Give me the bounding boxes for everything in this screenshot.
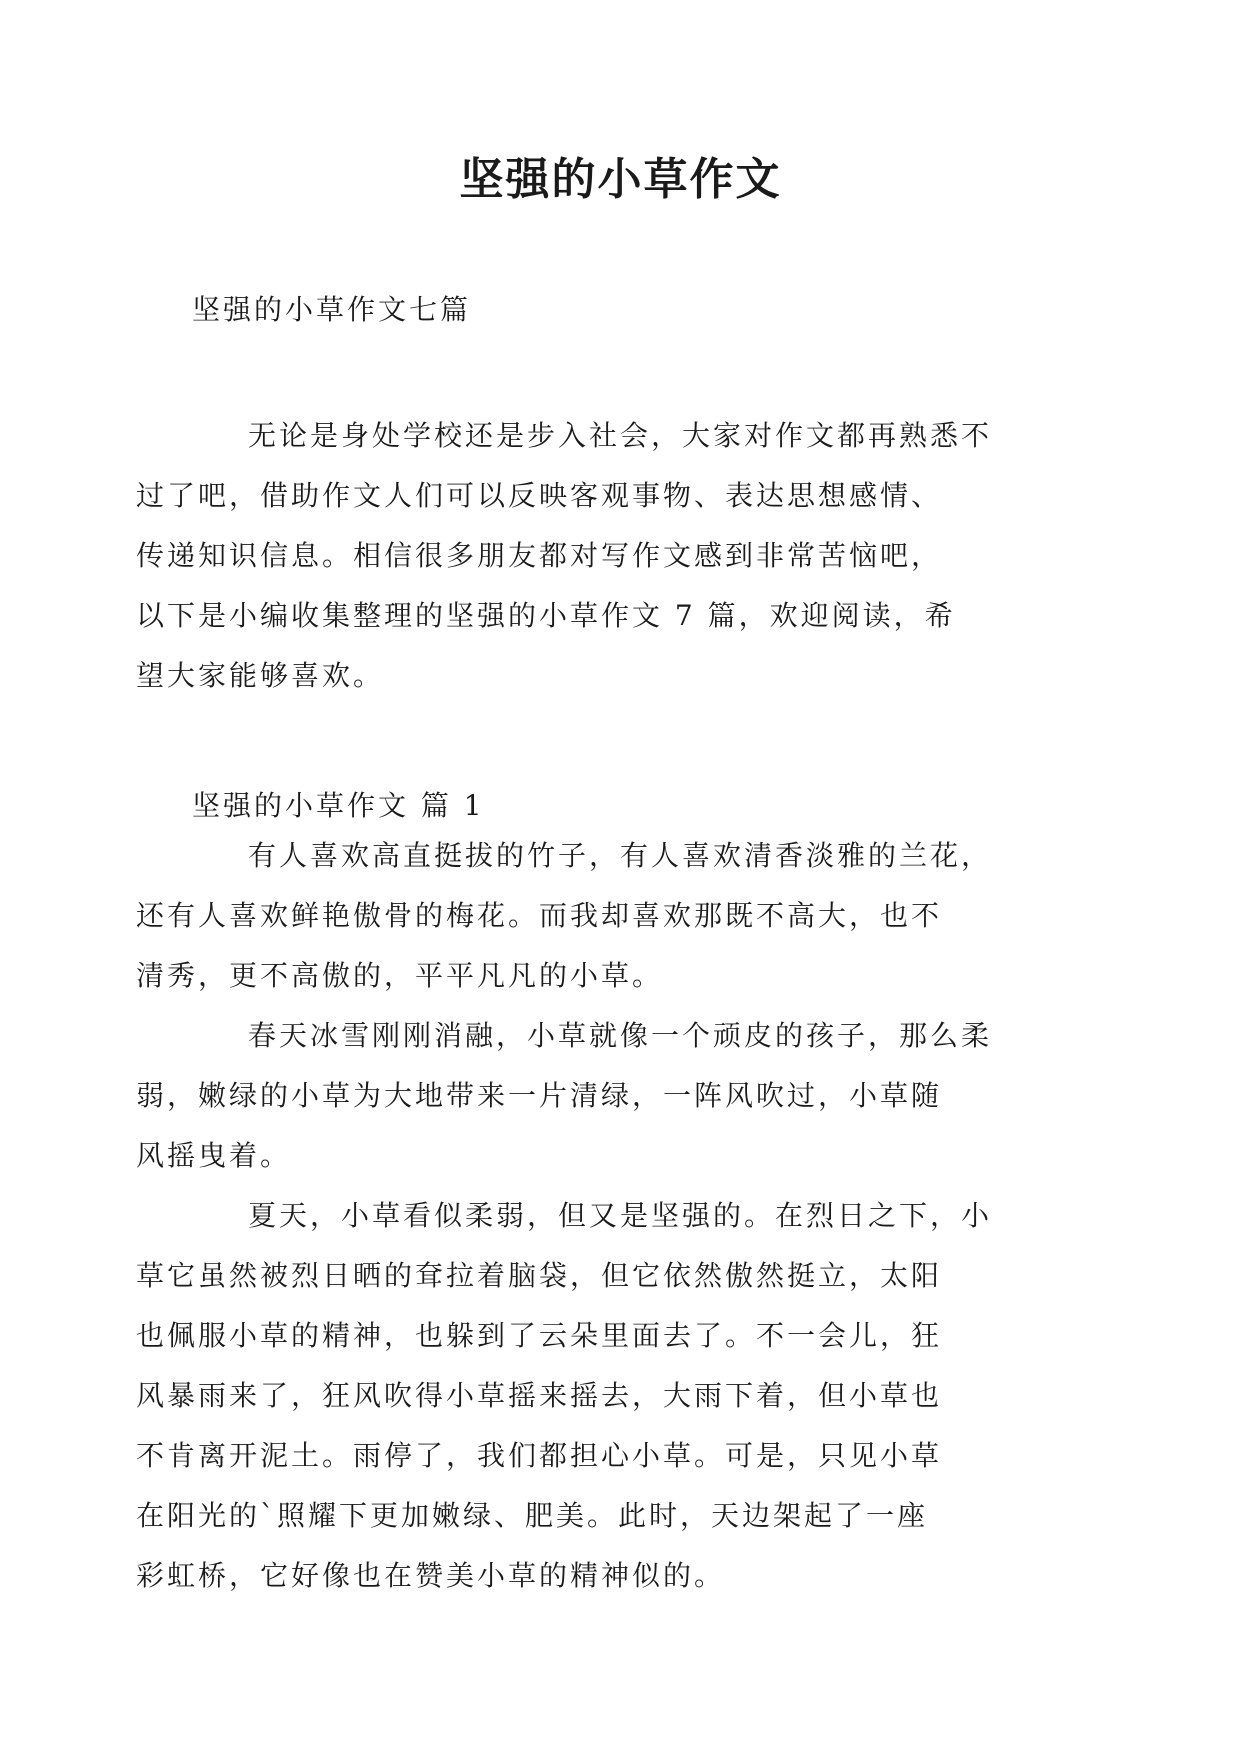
paragraph-line: 春天冰雪刚刚消融，小草就像一个顽皮的孩子，那么柔 [248,1019,993,1052]
section-body [136,826,1052,1606]
intro-line: 望大家能够喜欢。 [136,659,385,692]
paragraph-line: 风暴雨来了，狂风吹得小草摇来摇去，大雨下着，但小草也 [136,1379,943,1412]
intro-line: 传递知识信息。相信很多朋友都对写作文感到非常苦恼吧， [136,539,943,572]
paragraph-line: 风摇曳着。 [136,1139,292,1172]
paragraph-line: 还有人喜欢鲜艳傲骨的梅花。而我却喜欢那既不高大，也不 [136,899,943,932]
section-heading: 坚强的小草作文 篇 1 [192,789,485,822]
intro-line: 无论是身处学校还是步入社会，大家对作文都再熟悉不 [248,419,993,452]
paragraph-line: 清秀，更不高傲的，平平凡凡的小草。 [136,959,664,992]
intro-paragraph [136,406,1052,706]
section-paragraph [136,1186,1052,1606]
document-title: 坚强的小草作文 [459,154,782,205]
intro-line: 过了吧，借助作文人们可以反映客观事物、表达思想感情、 [136,479,943,512]
section-paragraph [136,1006,1052,1186]
document-subtitle: 坚强的小草作文七篇 [192,293,472,326]
intro-section [136,406,1052,706]
paragraph-line: 弱，嫩绿的小草为大地带来一片清绿，一阵风吹过，小草随 [136,1079,943,1112]
paragraph-line: 彩虹桥，它好像也在赞美小草的精神似的。 [136,1559,726,1592]
paragraph-line: 不肯离开泥土。雨停了，我们都担心小草。可是，只见小草 [136,1439,943,1472]
paragraph-line: 夏天，小草看似柔弱，但又是坚强的。在烈日之下，小 [248,1199,993,1232]
paragraph-line: 在阳光的`照耀下更加嫩绿、肥美。此时，天边架起了一座 [136,1499,929,1532]
paragraph-line: 也佩服小草的精神，也躲到了云朵里面去了。不一会儿，狂 [136,1319,943,1352]
intro-line: 以下是小编收集整理的坚强的小草作文 7 篇，欢迎阅读，希 [136,599,956,632]
section-paragraph [136,826,1052,1006]
paragraph-line: 草它虽然被烈日晒的耷拉着脑袋，但它依然傲然挺立，太阳 [136,1259,943,1292]
paragraph-line: 有人喜欢高直挺拔的竹子，有人喜欢清香淡雅的兰花， [248,839,993,872]
